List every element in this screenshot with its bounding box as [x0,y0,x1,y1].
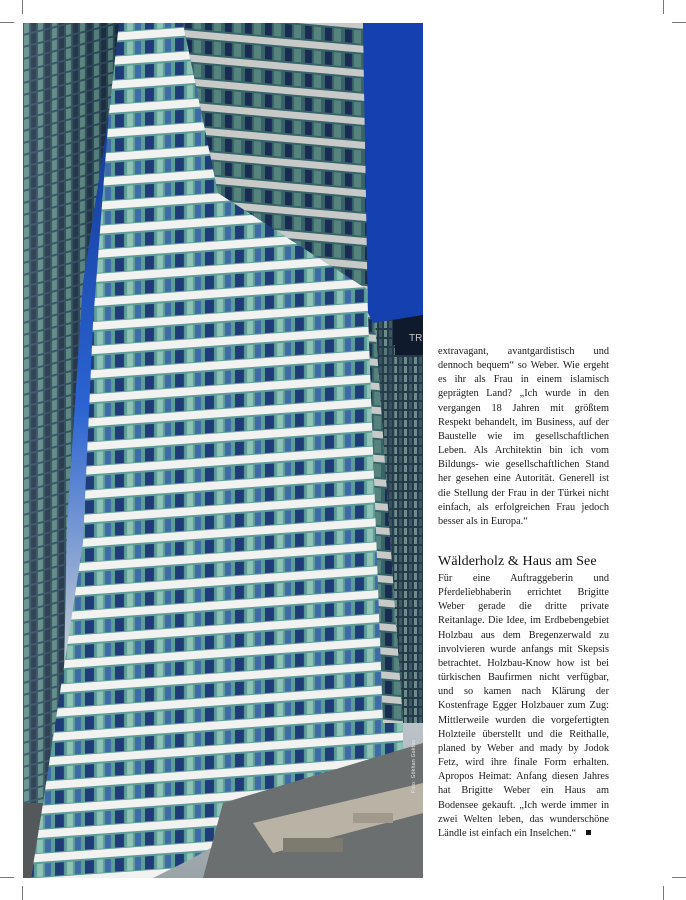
crop-mark [22,0,23,14]
crop-mark [22,886,23,900]
crop-mark [663,0,664,14]
photo-credit: Foto: Gökhan Goktas [411,739,417,793]
svg-text:TR: TR [409,333,423,344]
tower-photo [23,23,423,878]
crop-mark [0,877,14,878]
tower-illustration [23,23,423,878]
article-paragraph-2-text: Für eine Auftraggeberin und Pferdeliebhaberin errichtet Brigitte Weber gerade die dritte private Reitanlage. Die Idee, im Erdbebengebiet Holzbau aus dem Bregenzerwald zu involvieren wurde anfangs mit Skepsis betrachtet. Holzbau-Know how ist bei türkischen Baufirmen nicht verfügbar, und so kamen nach Klärung der Kostenfrage Egger Holzbauer zum Zug: Mittlerweile wurden die vorgefertigten Holzteile überstellt und die Reithalle, planed by Weber and mady by Jodok Fetz, wird ihre finale Form erhalten. Apropos Heimat: Anfang diesen Jahres hat Brigitte Weber ein Haus am Bodensee gekauft. „Ich werde immer in zwei Welten leben, das wunderschöne Ländle ist einfach ein Inselchen.“ [438,573,609,839]
article-paragraph-1: extravagant, avantgardistisch und dennoch bequem“ so Weber. Wie ergeht es ihr als Frau in einem islamisch geprägten Land? „Ich wurde in den vergangen 18 Jahren mit größtem Respekt behandelt, im Business, auf der Baustelle wie im gesellschaftlichen Leben. Als Architektin bin ich vom Bildungs- wie gesellschaftlichen Stand her gesehen eine Autorität. Generell ist die Stellung der Frau in der Türkei nicht einfach, als erfolgreichen Frau jedoch besser als in Europa.“ [438,346,609,527]
article-paragraph-2 [438,572,609,841]
section-heading: Wälderholz & Haus am See [438,554,597,569]
crop-mark [672,877,686,878]
end-of-article-mark [586,830,591,835]
crop-mark [0,22,14,23]
crop-mark [672,22,686,23]
crop-mark [663,886,664,900]
